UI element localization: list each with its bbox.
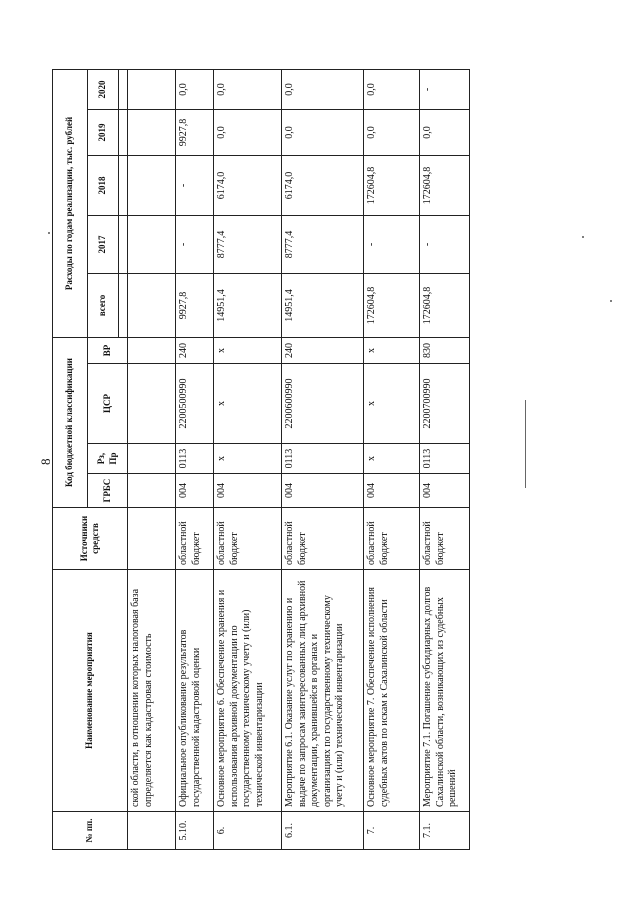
header-budget-class: Код бюджетной классификации [53, 337, 88, 507]
scan-speck [582, 236, 584, 238]
table-row: 5.10. Официальное опубликование результатов государственной кадастровой оценки областной бюджет 004 0113 2200500990 240 9927,8 - - 9927,8 0,0 [176, 69, 214, 849]
row-name: Официальное опубликование результатов государственной кадастровой оценки [176, 570, 214, 812]
header-grbs: ГРБС [88, 474, 128, 508]
header-total: всего [88, 273, 119, 337]
header-vr: ВР [88, 337, 128, 363]
page-number: 8 [38, 458, 53, 465]
row-name: Мероприятие 6.1. Оказание услуг по хранению и выдаче по запросам заинтересованных лиц архивной документации, хранившейся в органах и организациях по государственному техническому учету и (или) технической инвентаризации [282, 570, 364, 812]
row-name: Основное мероприятие 7. Обеспечение исполнения судебных актов по искам к Сахалинской области [364, 570, 420, 812]
header-num: № пп. [53, 812, 128, 850]
row-name: ской области, в отношении которых налоговая база определяется как кадастровая стоимость [128, 570, 176, 812]
header-csr: ЦСР [88, 364, 128, 444]
row-name: Мероприятие 7.1. Погашение субсидиарных долгов Сахалинской области, возникающих из судебных решений [420, 570, 470, 812]
row-name: Основное мероприятие 6. Обеспечение хранения и использования архивной документации по государственному техническому учету и (или) технической инвентаризации [214, 570, 282, 812]
header-row-1 [53, 69, 88, 849]
table-row: 6.1. Мероприятие 6.1. Оказание услуг по хранению и выдаче по запросам заинтересованных лиц архивной документации, хранившейся в органах и организациях по государственному техническому учету и (или) технической инвентаризации областной бюджет 004 0113 2200600990 240 14951,4 8777,4 6174,0 0,0 0,0 [282, 69, 364, 849]
scan-speck [610, 300, 612, 302]
table-row: 6. Основное мероприятие 6. Обеспечение хранения и использования архивной документации по государственному техническому учету и (или) технической инвентаризации областной бюджет 004 x x x 14951,4 8777,4 6174,0 0,0 0,0 [214, 69, 282, 849]
table-row: 7.1. Мероприятие 7.1. Погашение субсидиарных долгов Сахалинской области, возникающих из судебных решений областной бюджет 004 0113 2200700990 830 172604,8 - 172604,8 0,0 - [420, 69, 470, 849]
header-2020: 2020 [88, 69, 119, 109]
header-2017: 2017 [88, 215, 119, 273]
header-2019: 2019 [88, 109, 119, 155]
expenses-table [52, 69, 470, 850]
scan-line-artifact [525, 400, 526, 488]
header-rz-pr: Рз, Пр [88, 444, 128, 474]
header-2018: 2018 [88, 155, 119, 215]
header-name: Наименование мероприятия [53, 570, 128, 812]
table-row [128, 69, 176, 849]
scan-speck [48, 232, 50, 234]
header-source: Источники средств [53, 508, 128, 570]
header-expenses: Расходы по годам реализации, тыс. рублей [53, 69, 88, 337]
table-row: 7. Основное мероприятие 7. Обеспечение исполнения судебных актов по искам к Сахалинской области областной бюджет 004 x x x 172604,8 - 172604,8 0,0 0,0 [364, 69, 420, 849]
